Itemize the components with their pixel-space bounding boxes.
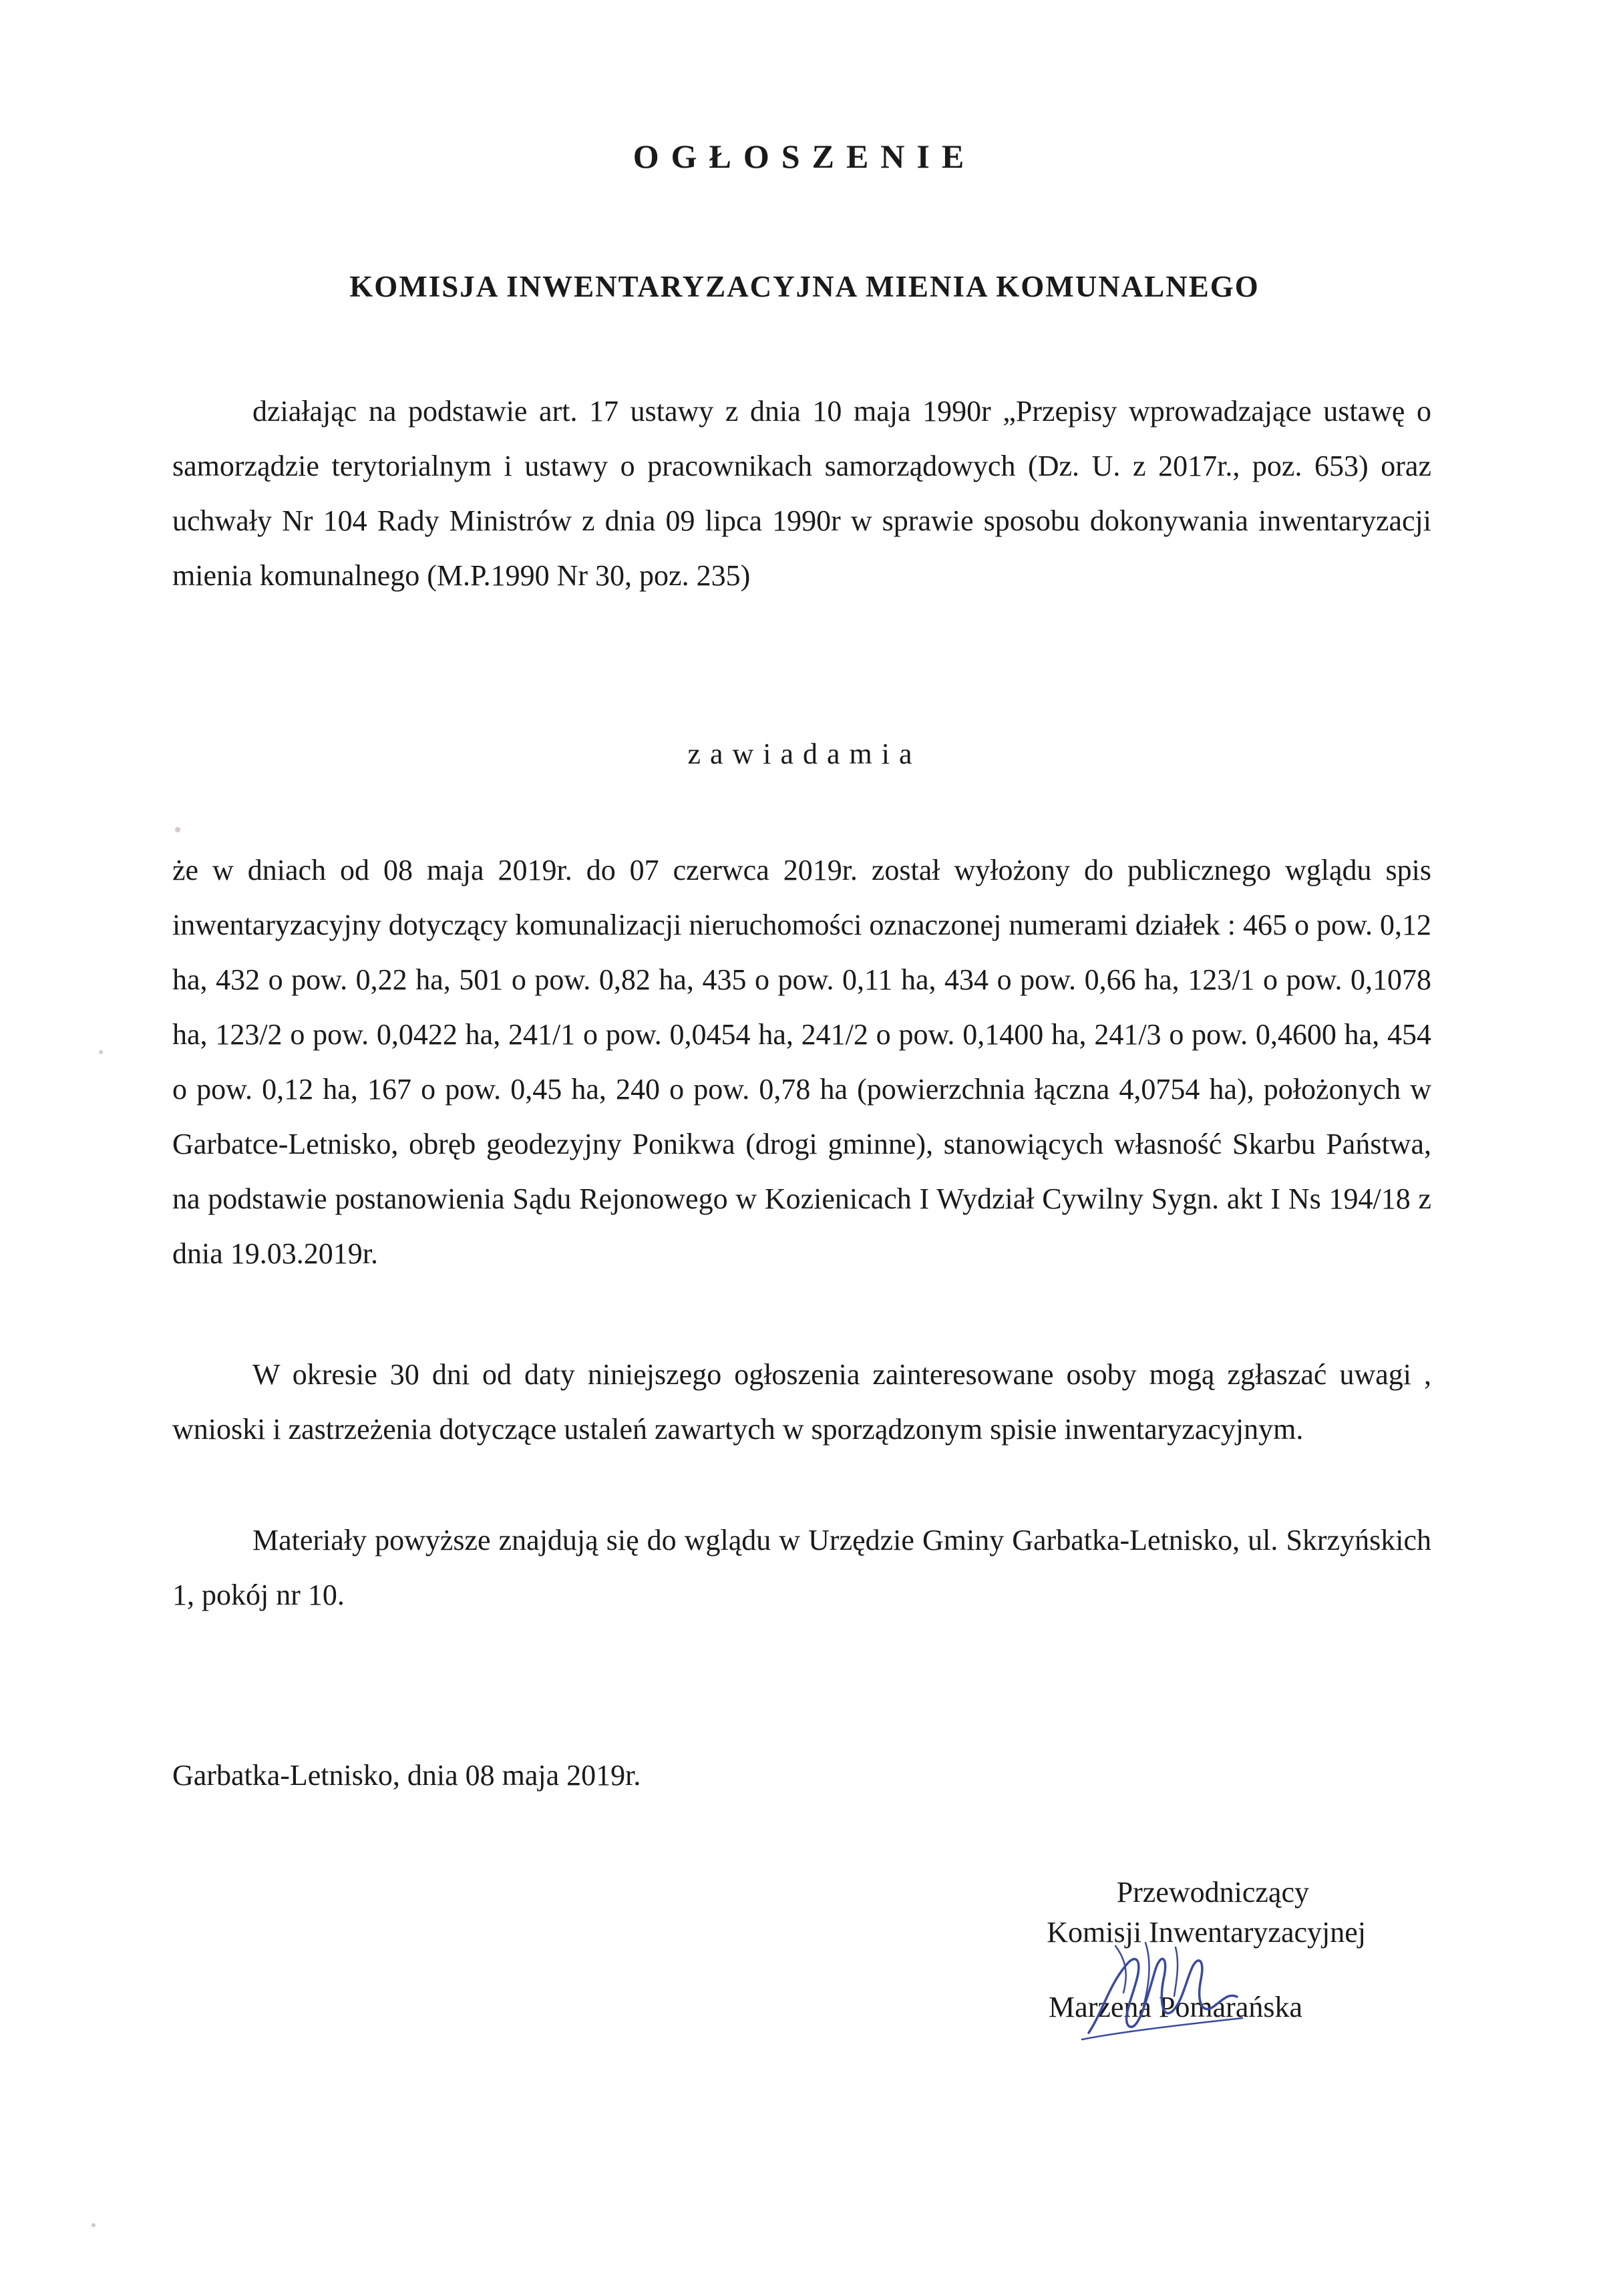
- committee-heading: KOMISJA INWENTARYZACYJNA MIENIA KOMUNALNEGO: [349, 270, 1260, 303]
- signatory-role-line2: Komisji Inwentaryzacyjnej: [1047, 1916, 1366, 1949]
- legal-basis-paragraph: działając na podstawie art. 17 ustawy z dnia 10 maja 1990r „Przepisy wprowadzające ustawę o samorządzie terytorialnym i ustawy o pracownikach samorządowych (Dz. U. z 2017r., poz. 653) oraz uchwały Nr 104 Rady Ministrów z dnia 09 lipca 1990r w sprawie sposobu dokonywania inwentaryzacji mienia komunalnego (M.P.1990 Nr 30, poz. 235): [172, 395, 1431, 592]
- signatory-role-line1: Przewodniczący: [1116, 1876, 1309, 1909]
- place-and-date: Garbatka-Letnisko, dnia 08 maja 2019r.: [172, 1759, 641, 1792]
- signature-block: [922, 1872, 1429, 2027]
- notice-body-paragraph: że w dniach od 08 maja 2019r. do 07 czerwca 2019r. został wyłożony do publicznego wglądu spis inwentaryzacyjny dotyczący komunalizacji nieruchomości oznaczonej numerami działek : 465 o pow. 0,12 ha, 432 o pow. 0,22 ha, 501 o pow. 0,82 ha, 435 o pow. 0,11 ha, 434 o pow. 0,66 ha, 123/1 o pow. 0,1078 ha, 123/2 o pow. 0,0422 ha, 241/1 o pow. 0,0454 ha, 241/2 o pow. 0,1400 ha, 241/3 o pow. 0,4600 ha, 454 o pow. 0,12 ha, 167 o pow. 0,45 ha, 240 o pow. 0,78 ha (powierzchnia łączna 4,0754 ha), położonych w Garbatce-Letnisko, obręb geodezyjny Ponikwa (drogi gminne), stanowiących własność Skarbu Państwa, na podstawie postanowienia Sądu Rejonowego w Kozienicach I Wydział Cywilny Sygn. akt I Ns 194/18 z dnia 19.03.2019r.: [172, 854, 1431, 1270]
- paper-speck: [175, 827, 180, 832]
- document-title: OGŁOSZENIE: [633, 138, 976, 175]
- paper-speck: [99, 1050, 103, 1054]
- notify-heading: zawiadamia: [687, 737, 922, 770]
- materials-paragraph: Materiały powyższe znajdują się do wglądu w Urzędzie Gminy Garbatka-Letnisko, ul. Skrzyńskich 1, pokój nr 10.: [172, 1524, 1431, 1611]
- paper-speck: [92, 2223, 96, 2227]
- objections-paragraph: W okresie 30 dni od daty niniejszego ogłoszenia zainteresowane osoby mogą zgłaszać uwagi , wnioski i zastrzeżenia dotyczące ustaleń zawartych w sporządzonym spisie inwentaryzacyjnym.: [172, 1358, 1431, 1446]
- handwritten-signature: [1062, 1933, 1256, 2046]
- signatory-name: Marzena Pomarańska: [1049, 1991, 1302, 2023]
